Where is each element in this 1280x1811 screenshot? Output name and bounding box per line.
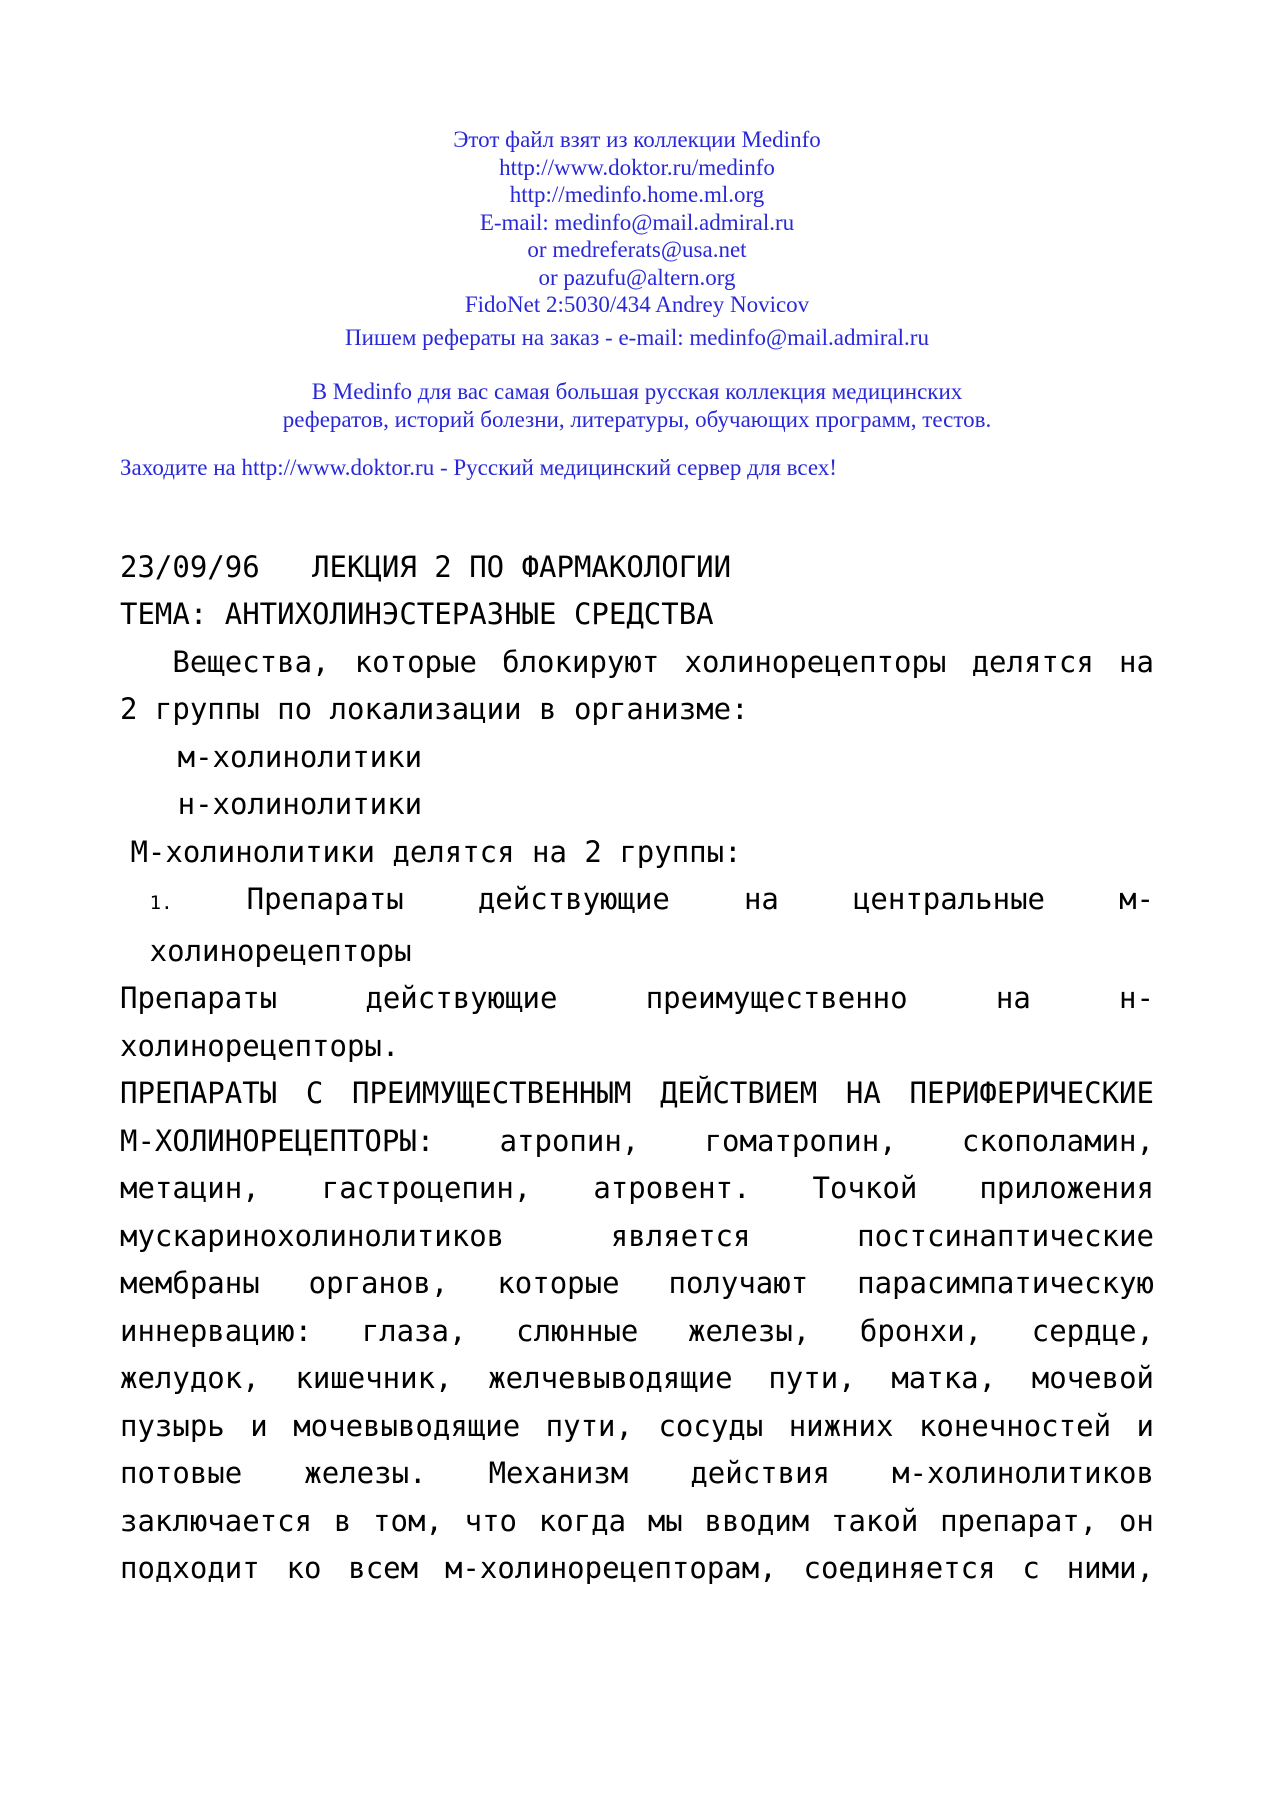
word: делятся	[971, 644, 1094, 679]
word: н-	[1119, 981, 1154, 1015]
word: ПРЕПАРАТЫ	[120, 1076, 278, 1110]
body-line	[120, 1545, 1154, 1593]
word: гоматропин,	[704, 1123, 897, 1158]
header-line: FidoNet 2:5030/434 Andrey Novicov	[464, 292, 810, 317]
word: метацин,	[120, 1171, 260, 1205]
word: пути,	[768, 1361, 856, 1395]
body-line	[120, 876, 1154, 928]
header-line: E-mail: medinfo@mail.admiral.ru	[479, 209, 795, 235]
word: соединяется	[803, 1551, 996, 1585]
word: желудок,	[120, 1361, 260, 1395]
header-line: http://medinfo.home.ml.org	[509, 182, 765, 207]
word: матка,	[891, 1361, 997, 1395]
word: железы,	[688, 1313, 811, 1348]
body-line: 23/09/96 ЛЕКЦИЯ 2 ПО ФАРМАКОЛОГИИ	[120, 549, 732, 584]
word: иннервацию:	[120, 1313, 313, 1348]
word: атропин,	[499, 1123, 640, 1158]
word: сердце,	[1031, 1313, 1154, 1348]
word: и	[250, 1408, 268, 1443]
body-line: н-холинолитики	[177, 787, 423, 821]
body-line	[120, 1070, 1154, 1118]
word: ПРЕИМУЩЕСТВЕННЫМ	[352, 1076, 632, 1110]
medinfo-description	[120, 378, 1154, 433]
word: мочевой	[1031, 1361, 1154, 1395]
body-line: холинорецепторы.	[120, 1028, 400, 1063]
list-number: 1.	[149, 892, 173, 914]
word: действующие	[477, 882, 670, 916]
word: м-холинорецепторам,	[444, 1551, 777, 1585]
word: конечностей	[918, 1408, 1112, 1443]
body-line	[120, 1260, 1154, 1308]
word: получают	[668, 1266, 809, 1300]
word: такой	[831, 1503, 919, 1538]
body-line	[120, 1165, 1154, 1213]
word: М-ХОЛИНОРЕЦЕПТОРЫ:	[120, 1123, 435, 1158]
word: слюнные	[516, 1313, 639, 1348]
word: мускаринохолинолитиков	[120, 1218, 505, 1253]
word: холинорецепторы	[684, 644, 947, 679]
word: мембраны	[120, 1266, 260, 1300]
word: том,	[373, 1503, 443, 1538]
word: преимущественно	[645, 981, 908, 1015]
word: скополамин,	[961, 1123, 1154, 1158]
word: пузырь	[120, 1408, 225, 1443]
word: органов,	[308, 1266, 449, 1300]
word: Препараты	[246, 882, 404, 916]
word: мы	[647, 1503, 683, 1538]
word: с	[1022, 1551, 1040, 1585]
word: в	[333, 1503, 352, 1538]
word: м-холинолитиков	[892, 1456, 1154, 1490]
header-line: http://www.doktor.ru/medinfo	[499, 154, 775, 180]
word: желчевыводящие	[488, 1361, 733, 1395]
description-line: В Medinfo для вас самая большая русская коллекция медицинских	[311, 379, 963, 404]
medinfo-header	[120, 0, 1154, 351]
word: ко	[286, 1551, 322, 1585]
word: постсинаптические	[857, 1218, 1154, 1253]
word: пути,	[545, 1408, 633, 1443]
word: действующие	[365, 981, 558, 1015]
word: бронхи,	[859, 1313, 983, 1348]
word: Препараты	[120, 981, 278, 1015]
word: приложения	[979, 1171, 1154, 1205]
word: потовые	[120, 1456, 243, 1490]
word: что	[464, 1503, 518, 1538]
word: на	[743, 882, 779, 916]
word: препарат,	[940, 1503, 1098, 1538]
word: гастроцепин,	[321, 1171, 532, 1205]
word: С	[305, 1076, 324, 1110]
word: блокируют	[502, 644, 660, 679]
word: и	[1136, 1408, 1154, 1443]
header-line: or pazufu@altern.org	[538, 264, 736, 290]
body-line	[120, 639, 1154, 687]
word: центральные	[852, 882, 1045, 916]
word: Механизм	[488, 1456, 629, 1490]
body-line: холинорецепторы	[149, 933, 412, 968]
word: ПЕРИФЕРИЧЕСКИЕ	[909, 1076, 1154, 1110]
word: он	[1118, 1503, 1154, 1538]
body-line	[120, 1403, 1154, 1451]
header-line: Этот файл взят из коллекции Medinfo	[453, 127, 821, 152]
word: кишечник,	[295, 1361, 453, 1395]
body-line: м-холинолитики	[177, 739, 423, 774]
body-line	[120, 1308, 1154, 1356]
header-line: or medreferats@usa.net	[527, 237, 747, 262]
body-line: 2 группы по локализации в организме:	[120, 692, 749, 726]
word: нижних	[788, 1408, 894, 1443]
word: парасимпатическую	[857, 1266, 1154, 1300]
body-line	[120, 1355, 1154, 1403]
word: всем	[348, 1551, 419, 1585]
word: ДЕЙСТВИЕМ	[660, 1076, 818, 1110]
word: на	[1119, 644, 1154, 679]
word: действия	[690, 1456, 830, 1490]
word: глаза,	[361, 1313, 467, 1348]
word: мочевыводящие	[293, 1408, 521, 1443]
word: атровент.	[593, 1171, 751, 1205]
body-line	[120, 1498, 1154, 1546]
body-line	[120, 975, 1154, 1023]
description-line: рефератов, историй болезни, литературы, обучающих программ, тестов.	[282, 406, 992, 432]
body-line	[120, 1450, 1154, 1498]
word: которые	[497, 1266, 620, 1300]
word: Вещества,	[172, 644, 330, 679]
word: вводим	[704, 1503, 810, 1538]
word: сосуды	[658, 1408, 764, 1443]
word: является	[610, 1218, 751, 1253]
header-line: Пишем рефераты на заказ - e-mail: medinfo@mail.admiral.ru	[345, 324, 929, 350]
visit-line: Заходите на http://www.doktor.ru - Русский медицинский сервер для всех!	[120, 455, 837, 480]
word: м-	[1119, 882, 1154, 916]
word: железы.	[304, 1456, 427, 1490]
word: Точкой	[812, 1171, 918, 1205]
word: НА	[845, 1076, 881, 1110]
word: которые	[354, 644, 477, 679]
body-line	[120, 1213, 1154, 1261]
body-line: М-холинолитики делятся на 2 группы:	[130, 834, 742, 869]
word: когда	[538, 1503, 627, 1538]
word: заключается	[120, 1503, 313, 1538]
body-line: ТЕМА: АНТИХОЛИНЭСТЕРАЗНЫЕ СРЕДСТВА	[120, 597, 714, 631]
word: подходит	[120, 1551, 260, 1585]
word: ними,	[1066, 1551, 1154, 1585]
word: на	[995, 981, 1031, 1015]
lecture-text	[120, 544, 1154, 1593]
body-line	[120, 1118, 1154, 1166]
